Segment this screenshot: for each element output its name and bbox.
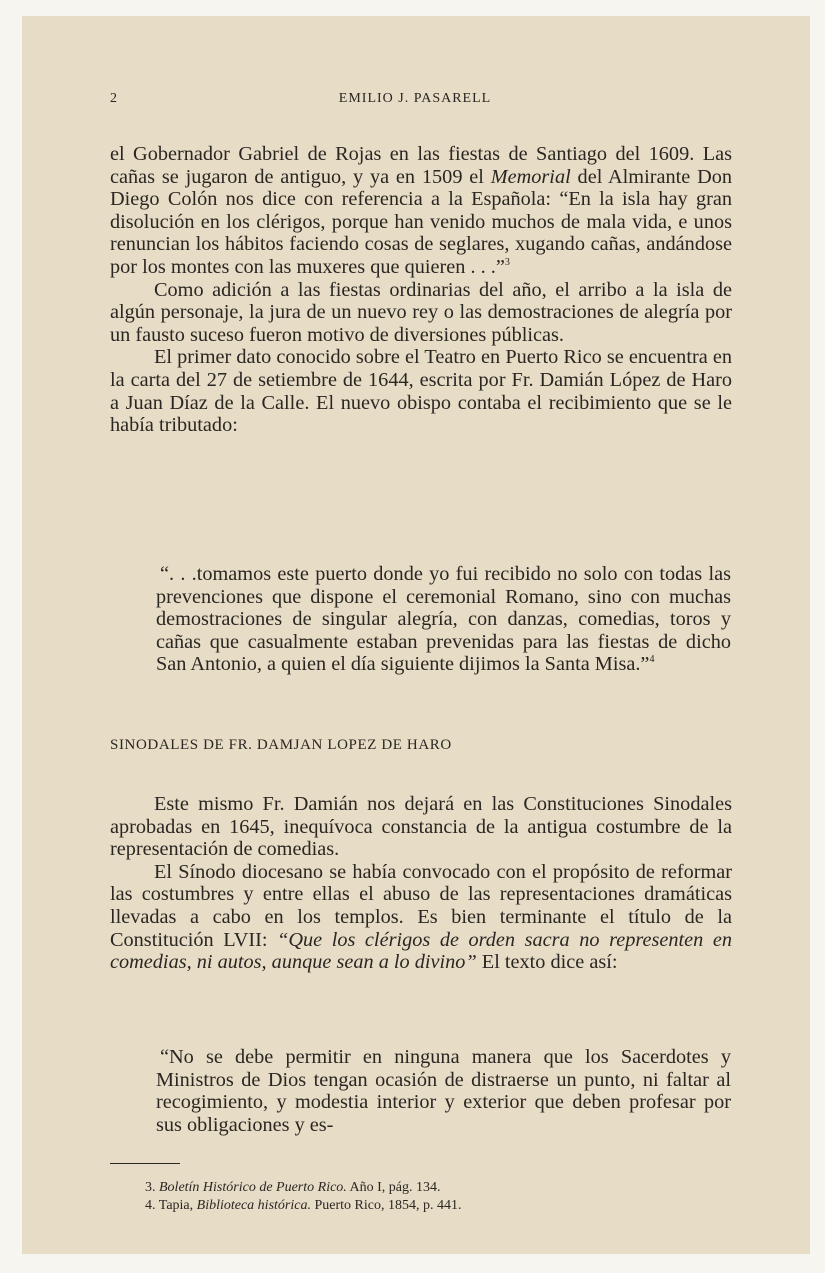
memorial-title: Memorial xyxy=(490,165,571,188)
constitution-title: “Que los clérigos de orden sacra no representen en comedias, ni autos, aunque sean a lo divino” xyxy=(110,928,733,974)
paragraph-4: Este mismo Fr. Damián nos dejará en las Constituciones Sinodales aprobadas en 1645, inequívoca constancia de la antigua costumbre de la representación de comedias. xyxy=(110,793,732,861)
block-quote-2: “No se debe permitir en ninguna manera que los Sacerdotes y Ministros de Dios tengan ocasión de distraerse un punto, ni faltar al recogimiento, y modestia interior y exterior que deben profesar por sus obligaciones y es- xyxy=(156,1046,731,1136)
footnote-4: 4. Tapia, Biblioteca histórica. Puerto Rico, 1854, p. 441. xyxy=(145,1198,462,1213)
section-heading: SINODALES DE FR. DAMJAN LOPEZ DE HARO xyxy=(110,737,452,753)
body-text-top xyxy=(110,143,732,437)
paragraph-2: Como adición a las fiestas ordinarias del año, el arribo a la isla de algún personaje, la jura de un nuevo rey o las demostraciones de alegría por un fausto suceso fueron motivo de diversiones públicas. xyxy=(110,278,732,346)
footnote-3: 3. Boletín Histórico de Puerto Rico. Año I, pág. 134. xyxy=(145,1180,441,1195)
paragraph-5: El Sínodo diocesano se había convocado con el propósito de reformar las costumbres y entre ellas el abuso de las representaciones dramáticas llevadas a cabo en los templos. Es bien terminante el título de la Constitución LVII: “Que los clérigos de orden sacra no representen en comedias, ni autos, aunque sean a lo divino” El texto dice así: xyxy=(110,860,733,974)
paragraph-1: el Gobernador Gabriel de Rojas en las fiestas de Santiago del 1609. Las cañas se jugaron de antiguo, y ya en 1509 el Memorial del Almirante Don Diego Colón nos dice con referencia a la Española: “En la isla hay gran disolución en los clérigos, porque han venido muchos de mala vida, e unos renuncian los hábitos faciendo cosas de seglares, xugando cañas, andándose por los montes con las muxeres que quieren . . .”$^3$ xyxy=(110,143,732,278)
footnote-divider xyxy=(110,1163,180,1164)
running-head-author: EMILIO J. PASARELL xyxy=(338,91,492,106)
footnotes xyxy=(145,1179,461,1215)
paragraph-3: El primer dato conocido sobre el Teatro en Puerto Rico se encuentra en la carta del 27 de setiembre de 1644, escrita por Fr. Damián López de Haro a Juan Díaz de la Calle. El nuevo obispo contaba el recibimiento que se le había tributado: xyxy=(110,346,732,437)
footnote-ref-4: 4 xyxy=(649,654,655,666)
page-number: 2 xyxy=(110,91,118,106)
body-text-bottom xyxy=(110,793,732,974)
footnote-ref-3: 3 xyxy=(504,257,510,269)
block-quote-1: “. . .tomamos este puerto donde yo fui recibido no solo con todas las prevenciones que dispone el ceremonial Romano, sino con muchas demostraciones de singular alegría, con danzas, comedias, toros y cañas que casualmente estaban prevenidas para las fiestas de dicho San Antonio, a quien el día siguiente dijimos la Santa Misa.”$^4$ xyxy=(156,563,731,676)
